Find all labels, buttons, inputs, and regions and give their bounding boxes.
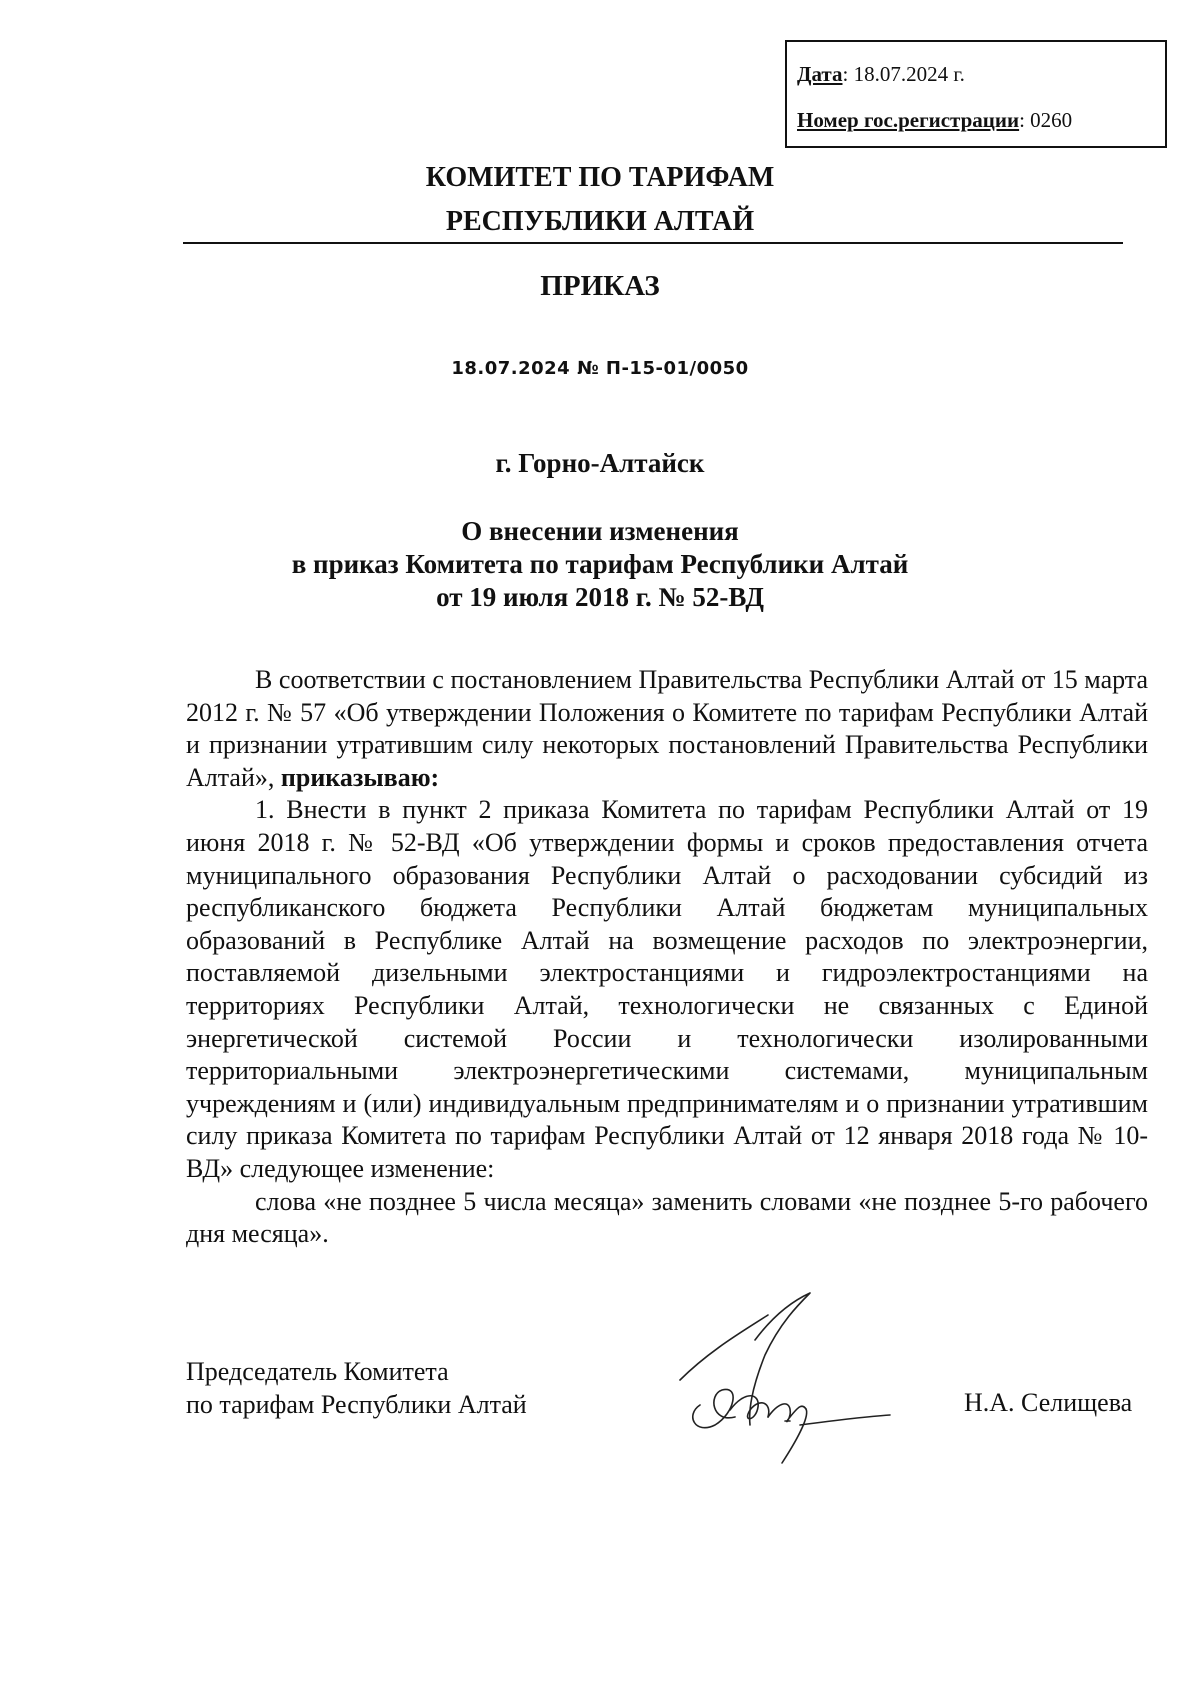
document-city: г. Горно-Алтайск bbox=[495, 448, 705, 478]
body-paragraph-preamble bbox=[186, 664, 1148, 794]
registration-number bbox=[797, 108, 1072, 133]
body-paragraph-change: слова «не позднее 5 числа месяца» заменить словами «не позднее 5-го рабочего дня месяца». bbox=[186, 1186, 1148, 1249]
body-paragraph-item1: 1. Внести в пункт 2 приказа Комитета по тарифам Республики Алтай от 19 июня 2018 г. № 52-ВД «Об утверждении формы и сроков предоставления отчета муниципального образования Республики Алтай о расходовании субсидий из республиканского бюджета Республики Алтай бюджетам муниципальных образований в Республике Алтай на возмещение расходов по электроэнергии, поставляемой дизельными электростанциями и гидроэлектростанциями на территориях Республики Алтай, технологически не связанных с Единой энергетической системой России и технологически изолированными территориальными электроэнергетическими системами, муниципальным учреждениям и (или) индивидуальным предпринимателям и о признании утратившим силу приказа Комитета по тарифам Республики Алтай от 12 января 2018 года № 10-ВД» следующее изменение: bbox=[186, 795, 1148, 1183]
preamble-text: В соответствии с постановлением Правительства Республики Алтай от 15 марта 2012 г. № 57 «Об утверждении Положения о Комитете по тарифам Республики Алтай и признании утратившим силу некоторых постановлений Правительства Республики Алтай», bbox=[186, 665, 1148, 792]
handwritten-signature bbox=[660, 1285, 950, 1465]
organization-name-line1: КОМИТЕТ ПО ТАРИФАМ bbox=[425, 162, 775, 193]
registration-date-value: : 18.07.2024 г. bbox=[842, 62, 965, 86]
document-number: 18.07.2024 № П-15-01/0050 bbox=[451, 358, 749, 379]
order-keyword: приказываю: bbox=[280, 762, 440, 792]
subject-line3: от 19 июля 2018 г. № 52-ВД bbox=[436, 582, 764, 612]
document-body bbox=[186, 664, 1148, 1251]
header-divider bbox=[183, 242, 1123, 244]
registration-stamp bbox=[785, 40, 1167, 148]
signatory-name: Н.А. Селищева bbox=[964, 1388, 1133, 1417]
document-type: ПРИКАЗ bbox=[540, 270, 660, 302]
registration-date-label: Дата bbox=[797, 62, 843, 86]
signatory-position-line2: по тарифам Республики Алтай bbox=[186, 1390, 527, 1419]
subject-line1: О внесении изменения bbox=[461, 516, 739, 546]
registration-date bbox=[797, 62, 965, 87]
organization-name-line2: РЕСПУБЛИКИ АЛТАЙ bbox=[445, 206, 755, 237]
signatory-position bbox=[186, 1355, 527, 1421]
registration-number-value: : 0260 bbox=[1019, 108, 1073, 132]
document-subject bbox=[0, 515, 1200, 614]
subject-line2: в приказ Комитета по тарифам Республики Алтай bbox=[291, 549, 909, 579]
signatory-position-line1: Председатель Комитета bbox=[186, 1357, 449, 1386]
registration-number-label: Номер гос.регистрации bbox=[797, 108, 1020, 132]
